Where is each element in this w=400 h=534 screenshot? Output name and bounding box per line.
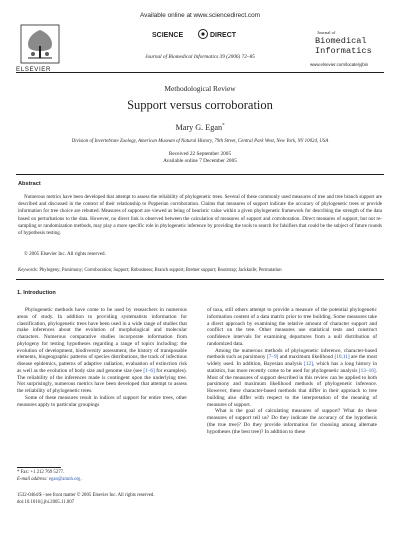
author-line [0, 123, 400, 132]
keywords-line [18, 268, 382, 273]
footnote-fax: * Fax: +1 212 769 5277. [17, 470, 65, 475]
left-paragraph-2: Some of these measures result in indices of support for entire trees, other measures apply to particular groupings [17, 394, 187, 408]
right-paragraph-1: of taxa, still others attempt to provide a measure of the potential phylogenetic information content of a data matrix prior to tree building. Some measures take a direct approach by examining the relative amount of character support and conflict on the tree. Other measures use statistical tests and construct confidence intervals for examining departures from a null distribution of randomized data. [207, 307, 377, 347]
email-link[interactable]: egan@amnh.org. [48, 477, 82, 482]
abstract-copyright: © 2005 Elsevier Inc. All rights reserved. [24, 251, 106, 257]
left-p1-end: for examples). The reliability of the inferences made is contingent upon the underlying tree. Not surprisingly, numerous metrics have been developed that attempt to assess the reliability of phylogenetic trees. [17, 367, 187, 394]
footnote-email-line [17, 477, 82, 482]
article-title: Support versus corroboration [127, 98, 273, 112]
citation-link[interactable]: [10,11] [334, 354, 350, 361]
author-name[interactable]: Mary G. Egan [175, 123, 223, 132]
header-divider [16, 72, 384, 73]
abstract-top-divider [16, 174, 384, 175]
footnote-divider [17, 467, 61, 468]
online-date: Available online 7 December 2005 [163, 158, 237, 164]
journal-name-line1: Biomedical [315, 36, 367, 46]
citation-link[interactable]: [12] [304, 361, 313, 367]
right-p2-text-d: , which has a long history in statistics, has more recently come to be used for phylogenetic analysis [207, 361, 377, 374]
right-paragraph-2 [207, 348, 377, 409]
abstract-text: Numerous metrics have been developed that attempt to assess the reliability of phylogenetic trees. Several of these commonly used measures of tree and tree branch support are described and discussed in the context of their relationship to Popperian corroboration. Claims that measures of support indicate the accuracy of phylogenetic trees or provide information for tree choice are rebutted. Measures of support are viewed as being of heuristic value within a given phylogenetic framework for describing the strength of the data based on perturbations to the data. However, no direct link is observed between the calculation of measures of support and corroboration. Direct measures of support, but not re-sampling or randomization methods, may play a more specific role in phylogenetic inference by providing the tools to search for falsifiers that could be the subject of future rounds of hypothesis testing. [18, 194, 382, 237]
right-p2-text-c: are the most widely used. In addition, Bayesian analysis [207, 354, 378, 367]
available-online-banner[interactable]: Available online at www.sciencedirect.com [140, 12, 260, 19]
keywords-label: Keywords: [18, 268, 39, 273]
svg-text:DIRECT: DIRECT [210, 32, 237, 39]
left-paragraph-1 [17, 307, 187, 395]
right-p2-text-a: Among the numerous methods of phylogenetic inference, character-based methods such as parsimony [207, 347, 377, 361]
abstract-bottom-divider [16, 279, 384, 280]
author-affiliation: Division of Invertebrate Zoology, American Museum of Natural History, 79th Street, Central Park West, New York, NY 10024, USA [71, 139, 329, 144]
right-p2-text-e: . Most of the measures of support described in this review can be applied to both parsimony and maximum likelihood methods of phylogenetic inference. However, these character-based methods that differ in their approach to tree building also differ with respect to the interpretation of the meaning of measures of support. [207, 367, 377, 408]
journal-name-line2: Informatics [315, 46, 372, 56]
abstract-heading: Abstract [18, 181, 41, 187]
svg-text:SCIENCE: SCIENCE [152, 32, 184, 39]
section-heading: 1. Introduction [17, 290, 56, 296]
citation-link[interactable]: [13–16] [358, 367, 376, 374]
author-footnote-marker[interactable]: * [222, 123, 225, 129]
right-p2-text-b: and maximum likelihood [278, 354, 335, 361]
keywords-list: Phylogeny; Parsimony; Corroboration; Support; Robustness; Branch support; Bremer support; Bootstrap; Jackknife; Permutation [39, 268, 282, 273]
doi-link[interactable]: doi:10.1016/j.jbi.2005.11.007 [17, 500, 74, 505]
issn-line: 1532-0464/$ - see front matter © 2005 Elsevier Inc. All rights reserved. [17, 493, 155, 498]
journal-citation: Journal of Biomedical Informatics 39 (2006) 72–85 [145, 54, 255, 60]
right-column [207, 307, 377, 435]
left-p1-text: Phylogenetic methods have come to be used by researchers in numerous areas of study. In addition to providing systematists information for classification, phylogenetic trees have been used in a wide range of studies that make inferences about the evolution of morphological and molecular characters. Numerous comparative studies incorporate information from phylogeny for testing hypotheses regarding a range of topics including: the evolution of development, biodiversity assessment, the history of transposable elements, biogeographic patterns of species distributions, the track of infectious disease epidemics, patterns of adaptive radiation, evaluation of extinction risk as well as the evolution of body size and genome size (see [17, 307, 187, 374]
citation-link[interactable]: [7–9] [266, 354, 279, 361]
email-label: E-mail address: [17, 477, 48, 482]
article-type: Methodological Review [164, 84, 236, 93]
journal-prefix: Journal of [317, 30, 336, 35]
citation-link[interactable]: [1–6] [143, 367, 155, 374]
journal-url[interactable]: www.elsevier.com/locate/yjbin [310, 62, 369, 67]
sciencedirect-logo-icon [150, 27, 260, 41]
left-column [17, 307, 187, 408]
received-date: Received 22 September 2005 [168, 151, 232, 157]
publisher-name: ELSEVIER [16, 66, 52, 73]
right-paragraph-3: What is the goal of calculating measures of support? What do these measures of support tell us? Do they indicate the accuracy of the hypothesis (the true tree)? Do they provide information for choosing among alternate hypotheses (the best tree)? In addition to these [207, 408, 377, 435]
